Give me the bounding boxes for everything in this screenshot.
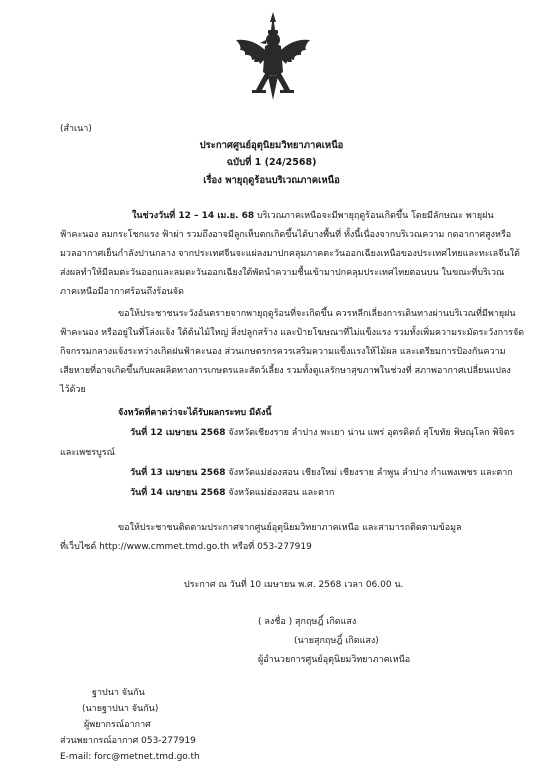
- affected-day: [130, 488, 334, 499]
- affected-provinces-cont: และเพชรบูรณ์: [60, 448, 115, 458]
- para1-rest: บริเวณภาคเหนือจะมีพายุฤดูร้อนเกิดขึ้น โดยมีลักษณะ พายุฝน: [254, 211, 494, 221]
- subject-line: เรื่อง พายุฤดูร้อนบริเวณภาคเหนือ: [203, 175, 340, 186]
- affected-date: วันที่ 12 เมษายน 2568: [130, 428, 226, 438]
- affected-provinces: จังหวัดเชียงราย ลำปาง พะเยา น่าน แพร่ อุตรดิตถ์ สุโขทัย พิษณุโลก พิจิตร: [228, 428, 515, 438]
- para1-line: ส่งผลทำให้มีลมตะวันออกและลมตะวันออกเฉียงใต้พัดนำความชื้นเข้ามาปกคลุมประเทศไทยตอนบน ในขณะที่บริเวณ: [60, 268, 505, 278]
- announcement-title: ประกาศศูนย์อุตุนิยมวิทยาภาคเหนือ: [199, 140, 344, 151]
- affected-heading: จังหวัดที่คาดว่าจะได้รับผลกระทบ มีดังนี้: [118, 408, 272, 418]
- para1-line: ภาคเหนือมีอากาศร้อนถึงร้อนจัด: [60, 287, 184, 297]
- affected-day: [130, 428, 514, 439]
- signature-signed: ( ลงชื่อ ) สุกฤษฎิ์ เกิดแสง: [258, 617, 357, 627]
- para2-line: ไว้ด้วย: [60, 385, 86, 395]
- affected-date: วันที่ 14 เมษายน 2568: [130, 488, 226, 498]
- affected-date: วันที่ 13 เมษายน 2568: [130, 468, 226, 478]
- forecaster-name-full: (นายฐาปนา จันกัน): [82, 704, 159, 714]
- affected-provinces: จังหวัดแม่ฮ่องสอน และตาก: [228, 488, 335, 498]
- garuda-emblem: [230, 10, 316, 106]
- para2-line: ขอให้ประชาชนระวังอันตรายจากพายุฤดูร้อนที่จะเกิดขึ้น ควรหลีกเลี่ยงการเดินทางผ่านบริเวณที่มีพายุฝน: [118, 309, 516, 319]
- para2-line: กิจกรรมกลางแจ้งระหว่างเกิดฝนฟ้าคะนอง ส่วนเกษตรกรควรเสริมความแข็งแรงให้ไม้ผล และเตรียมการป้องกันความ: [60, 347, 506, 357]
- announced-date: ประกาศ ณ วันที่ 10 เมษายน พ.ศ. 2568 เวลา 06.00 น.: [184, 580, 404, 590]
- issue-number: ฉบับที่ 1 (24/2568): [226, 157, 317, 168]
- affected-provinces: จังหวัดแม่ฮ่องสอน เชียงใหม่ เชียงราย ลำพูน ลำปาง กำแพงเพชร และตาก: [228, 468, 513, 478]
- forecaster-name: ฐาปนา จันกัน: [92, 688, 145, 698]
- para1-line: ฟ้าคะนอง ลมกระโชกแรง ฟ้าผ่า รวมถึงอาจมีลูกเห็บตกเกิดขึ้นได้บางพื้นที่ ทั้งนี้เนื่องจากบริเวณความ กดอากาศสูงหรือ: [60, 230, 512, 240]
- follow-line: ที่เว็บไซต์ http://www.cmmet.tmd.go.th หรือที่ 053-277919: [60, 542, 312, 552]
- para1-line: [132, 211, 494, 222]
- affected-day: [130, 468, 513, 479]
- signature-position: ผู้อำนวยการศูนย์อุตุนิยมวิทยาภาคเหนือ: [258, 655, 411, 665]
- para1-line: มวลอากาศเย็นกำลังปานกลาง จากประเทศจีนจะแผ่ลงมาปกคลุมภาคตะวันออกเฉียงเหนือของประเทศไทยและทะเลจีนใต้: [60, 249, 520, 259]
- copy-mark: (สำเนา): [60, 124, 92, 134]
- signature-name: (นายสุกฤษฎิ์ เกิดแสง): [294, 636, 379, 646]
- para2-line: เสียหายที่อาจเกิดขึ้นกับผลผลิตทางการเกษตรและสัตว์เลี้ยง รวมทั้งดูแลรักษาสุขภาพในช่วงที่ สภาพอากาศเปลี่ยนแปลง: [60, 366, 511, 376]
- follow-line: ขอให้ประชาชนติดตามประกาศจากศูนย์อุตุนิยมวิทยาภาคเหนือ และสามารถติดตามข้อมูล: [118, 523, 462, 533]
- contact-phone: ส่วนพยากรณ์อากาศ 053-277919: [60, 736, 196, 746]
- contact-email: E-mail: forc@metnet.tmd.go.th: [60, 752, 200, 762]
- para1-date: ในช่วงวันที่ 12 – 14 เม.ย. 68: [132, 211, 255, 221]
- para2-line: ฟ้าคะนอง หรืออยู่ในที่โล่งแจ้ง ใต้ต้นไม้ใหญ่ สิ่งปลูกสร้าง และป้ายโฆษณาที่ไม่แข็งแรง รวมทั้งเพิ่มความระมัดระวังการจัด: [60, 328, 525, 338]
- forecaster-role: ผู้พยากรณ์อากาศ: [84, 720, 151, 730]
